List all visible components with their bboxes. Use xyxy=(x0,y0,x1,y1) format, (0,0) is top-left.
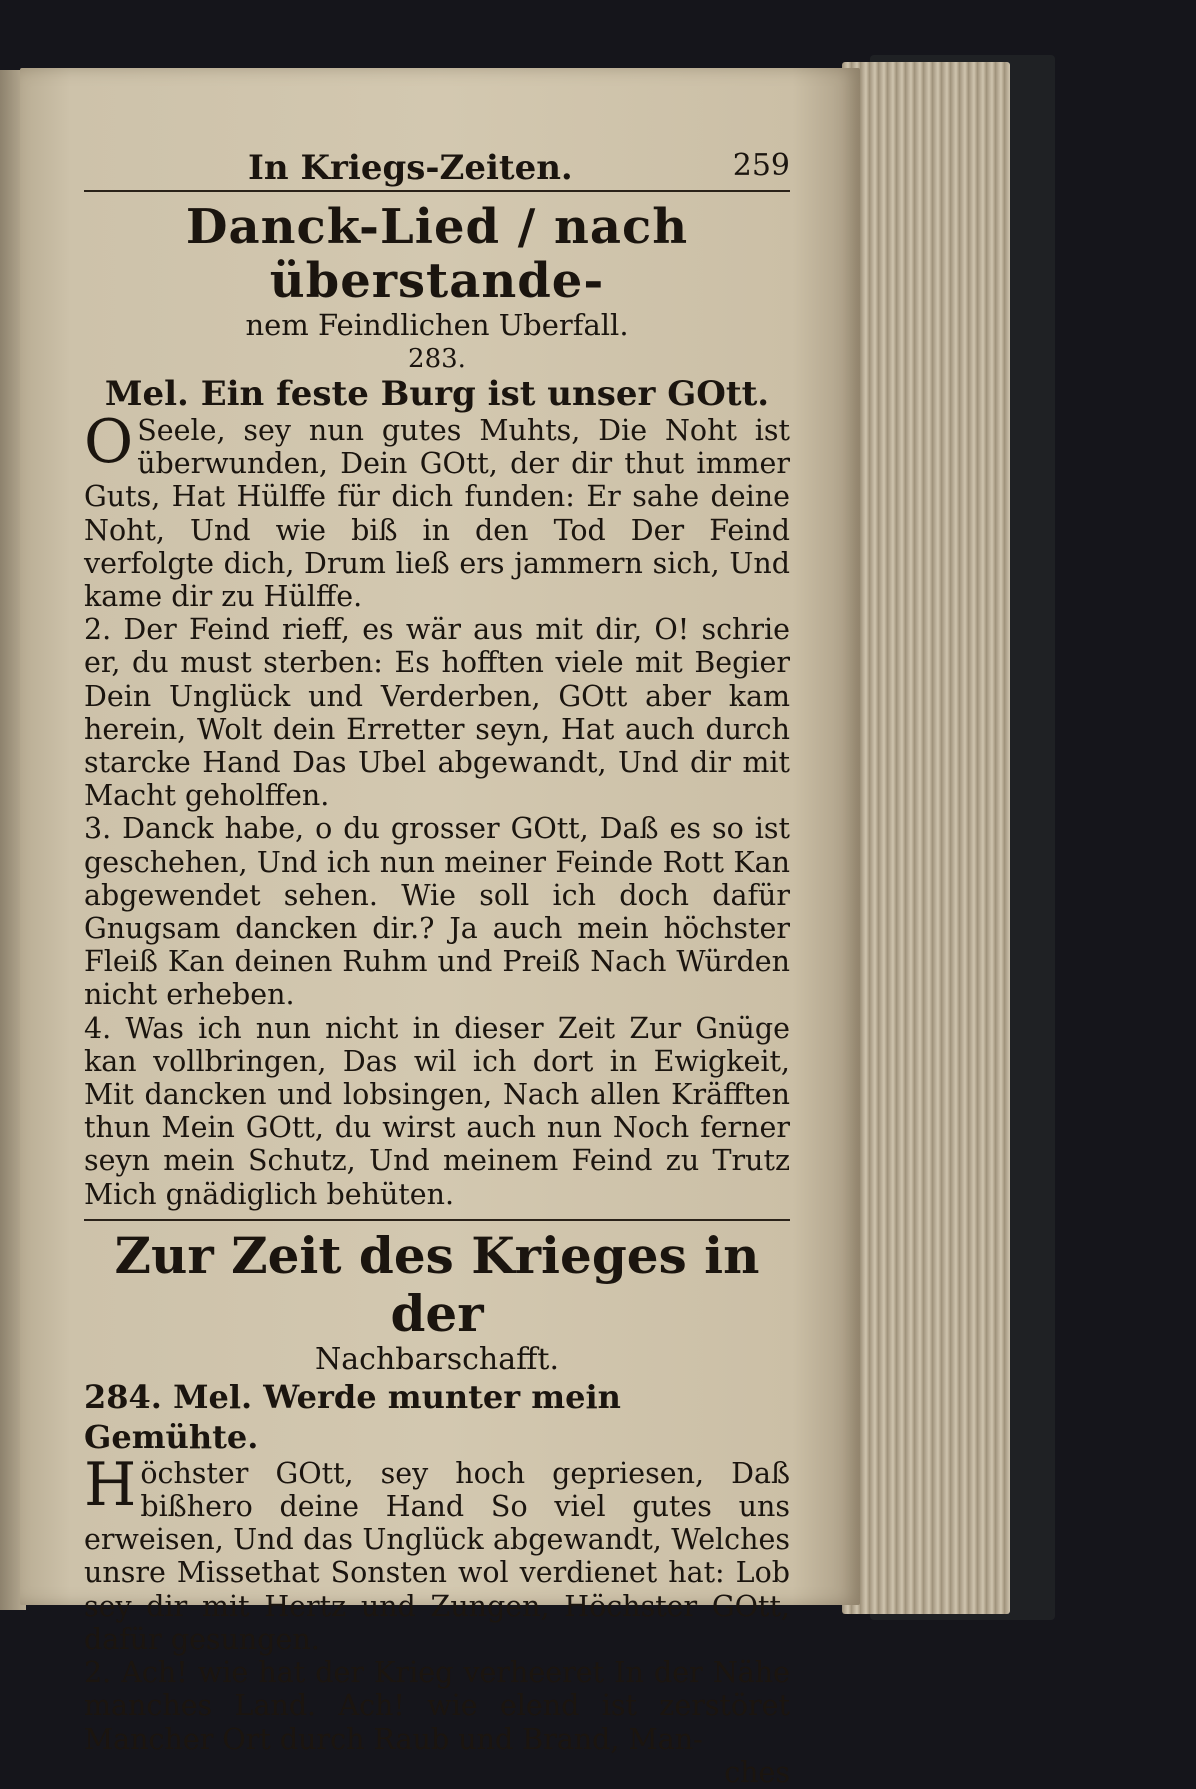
hymn-283-melody: Mel. Ein feste Burg ist unser GOtt. xyxy=(104,374,770,414)
hymn-283-title-cont: nem Feindlichen Uberfall. xyxy=(245,308,629,342)
section-divider xyxy=(84,1219,790,1221)
hymn-284-melody: 284. Mel. Werde munter mein Gemühte. xyxy=(84,1377,621,1456)
hymn-284-title-cont: Nachbarschafft. xyxy=(315,1341,559,1377)
hymn-283-title: Danck-Lied / nach überstande- xyxy=(185,199,689,309)
hymn-283-verse-2: 2. Der Feind rieff, es wär aus mit dir, O! schrie er, du must sterben: Es hofften viele mit Begier Dein Unglück und Verderben, GOtt aber kam herein, Wolt dein Erretter seyn, Hat auch durch starcke Hand Das Ubel abgewandt, Und dir mit Macht geholffen. xyxy=(84,613,790,813)
hymn-284-verse-1: Höchster GOtt, sey hoch gepriesen, Daß bißhero deine Hand So viel gutes uns erweisen, Und das Unglück abgewandt, Welches unsre Missethat Sonsten wol verdienet hat: Lob sey dir mit Hertz und Zungen, Höchster GOtt, dafür gesungen. xyxy=(84,1449,790,1656)
hymn-284-title: Zur Zeit des Krieges in der xyxy=(114,1225,760,1343)
text-block xyxy=(84,142,790,1789)
catchword: ches xyxy=(724,1755,790,1789)
running-title: In Kriegs-Zeiten. xyxy=(248,148,573,188)
hymn-283-number: 283. xyxy=(408,344,466,374)
page-number: 259 xyxy=(732,148,790,183)
hymn-284-verse-2: 2. Ach! wie hat der Krieg verheeret In der Nähe manches Land. Ach! wie elend ist zerstöret Mancher Ort durch Raub und Brand, Man- xyxy=(84,1656,790,1756)
hymn-283-verse-3: 3. Danck habe, o du grosser GOtt, Daß es so ist geschehen, Und ich nun meiner Feinde Rott Kan abgewendet sehen. Wie soll ich doch dafür Gnugsam dancken dir.? Ja auch mein höchster Fleiß Kan deinen Ruhm und Preiß Nach Würden nicht erheben. xyxy=(84,812,790,1012)
hymn-283-verse-1: OSeele, sey nun gutes Muhts, Die Noht ist überwunden, Dein GOtt, der dir thut immer Guts, Hat Hülffe für dich funden: Er sahe deine Noht, Und wie biß in den Tod Der Feind verfolgte dich, Drum ließ ers jammern sich, Und kame dir zu Hülffe. xyxy=(84,407,790,614)
hymn-283-verse-4: 4. Was ich nun nicht in dieser Zeit Zur Gnüge kan vollbringen, Das wil ich dort in Ewigkeit, Mit dancken und lobsingen, Nach allen Kräfften thun Mein GOtt, du wirst auch nun Noch ferner seyn mein Schutz, Und meinem Feind zu Trutz Mich gnädiglich behüten. xyxy=(84,1011,790,1211)
page-edges xyxy=(842,62,1010,1614)
page-header xyxy=(84,142,790,192)
book-page xyxy=(20,68,860,1789)
